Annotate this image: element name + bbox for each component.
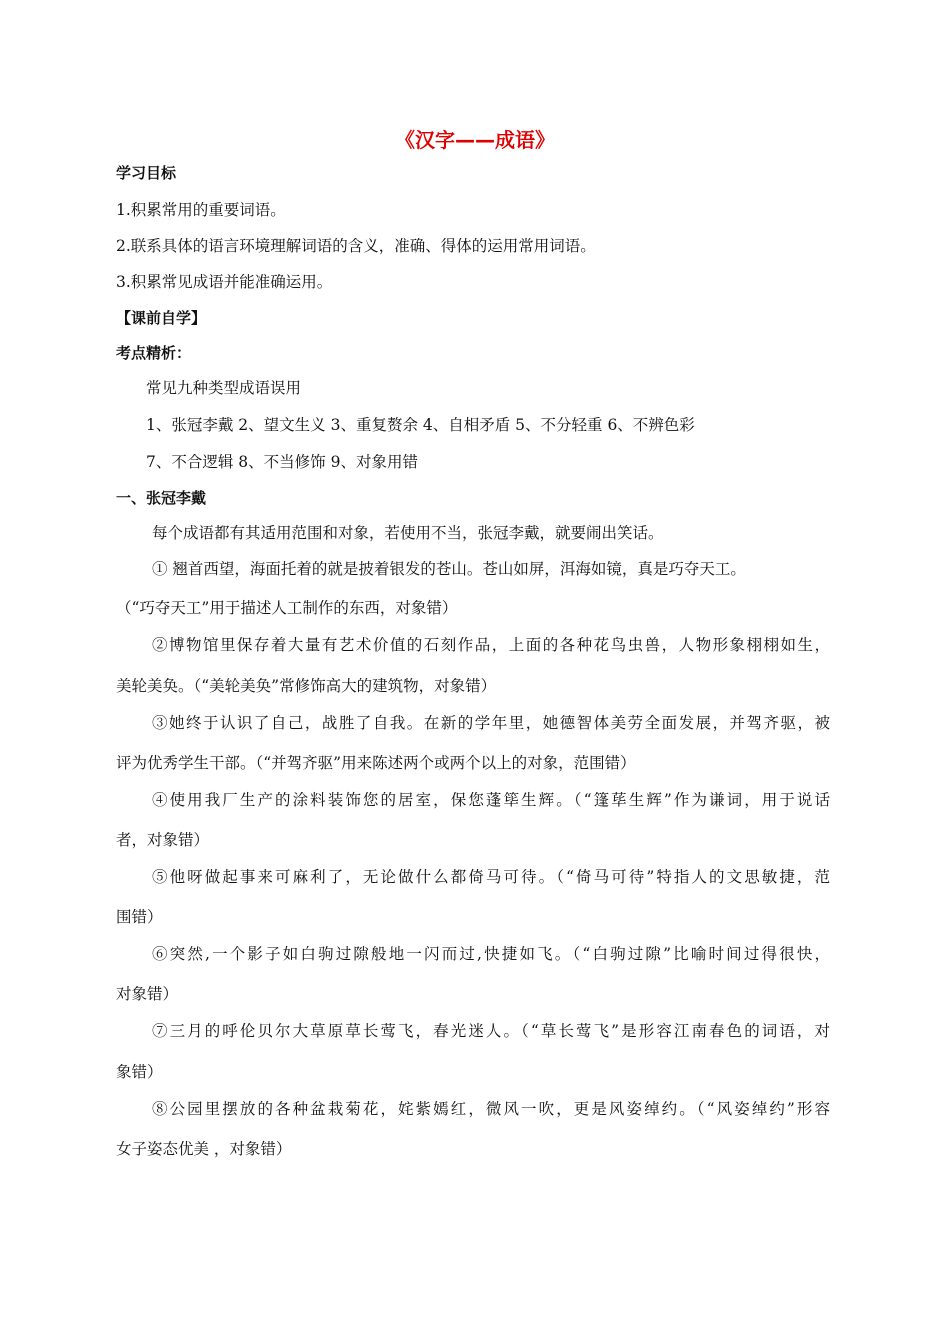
- example-5-line-1: ⑤他呀做起事来可麻利了，无论做什么都倚马可待。（“倚马可待”特指人的文思敏捷，范: [152, 868, 830, 886]
- example-1-line-2: （“巧夺天工”用于描述人工制作的东西，对象错）: [116, 599, 458, 617]
- objective-item-3: 3.积累常见成语并能准确运用。: [116, 273, 333, 291]
- example-5-line-2: 围错）: [116, 908, 163, 926]
- example-3-line-1: ③她终于认识了自己，战胜了自我。在新的学年里，她德智体美劳全面发展，并驾齐驱，被: [152, 714, 830, 732]
- section-1-intro: 每个成语都有其适用范围和对象，若使用不当，张冠李戴，就要闹出笑话。: [152, 524, 664, 542]
- example-7-line-1: ⑦三月的呼伦贝尔大草原草长莺飞，春光迷人。（“草长莺飞”是形容江南春色的词语，对: [152, 1022, 830, 1040]
- objectives-heading: 学习目标: [116, 164, 177, 182]
- analysis-intro: 常见九种类型成语误用: [146, 379, 302, 397]
- self-study-heading: 【课前自学】: [116, 309, 207, 327]
- example-2-line-1: ②博物馆里保存着大量有艺术价值的石刻作品，上面的各种花鸟虫兽，人物形象栩栩如生，: [152, 636, 830, 654]
- example-7-line-2: 象错）: [116, 1063, 163, 1081]
- example-1-line-1: ① 翘首西望，海面托着的就是披着银发的苍山。苍山如屏，洱海如镜，真是巧夺天工。: [152, 560, 746, 578]
- example-4-line-1: ④使用我厂生产的涂料装饰您的居室，保您蓬筚生辉。（“篷荜生辉”作为谦词，用于说话: [152, 791, 830, 809]
- example-4-line-2: 者，对象错）: [116, 831, 210, 849]
- example-3-line-2: 评为优秀学生干部。（“并驾齐驱”用来陈述两个或两个以上的对象，范围错）: [116, 754, 636, 772]
- section-1-heading: 一、张冠李戴: [116, 489, 207, 507]
- example-6-line-2: 对象错）: [116, 985, 179, 1003]
- example-2-line-2: 美轮美奂。（“美轮美奂”常修饰高大的建筑物，对象错）: [116, 677, 497, 695]
- error-type-list-line-1: 1、张冠李戴 2、望文生义 3、重复赘余 4、自相矛盾 5、不分轻重 6、不辨色彩: [146, 416, 695, 434]
- analysis-heading: 考点精析：: [116, 344, 192, 362]
- objective-item-2: 2.联系具体的语言环境理解词语的含义，准确、得体的运用常用词语。: [116, 237, 596, 255]
- example-8-line-2: 女子姿态优美 ，对象错）: [116, 1140, 292, 1158]
- example-6-line-1: ⑥突然,一个影子如白驹过隙般地一闪而过,快捷如飞。（“白驹过隙”比喻时间过得很快，: [152, 945, 830, 963]
- example-8-line-1: ⑧公园里摆放的各种盆栽菊花，姹紫嫣红，微风一吹，更是风姿绰约。（“风姿绰约”形容: [152, 1100, 830, 1118]
- error-type-list-line-2: 7、不合逻辑 8、不当修饰 9、对象用错: [146, 453, 418, 471]
- document-title: 《汉字——成语》: [395, 128, 555, 152]
- objective-item-1: 1.积累常用的重要词语。: [116, 201, 286, 219]
